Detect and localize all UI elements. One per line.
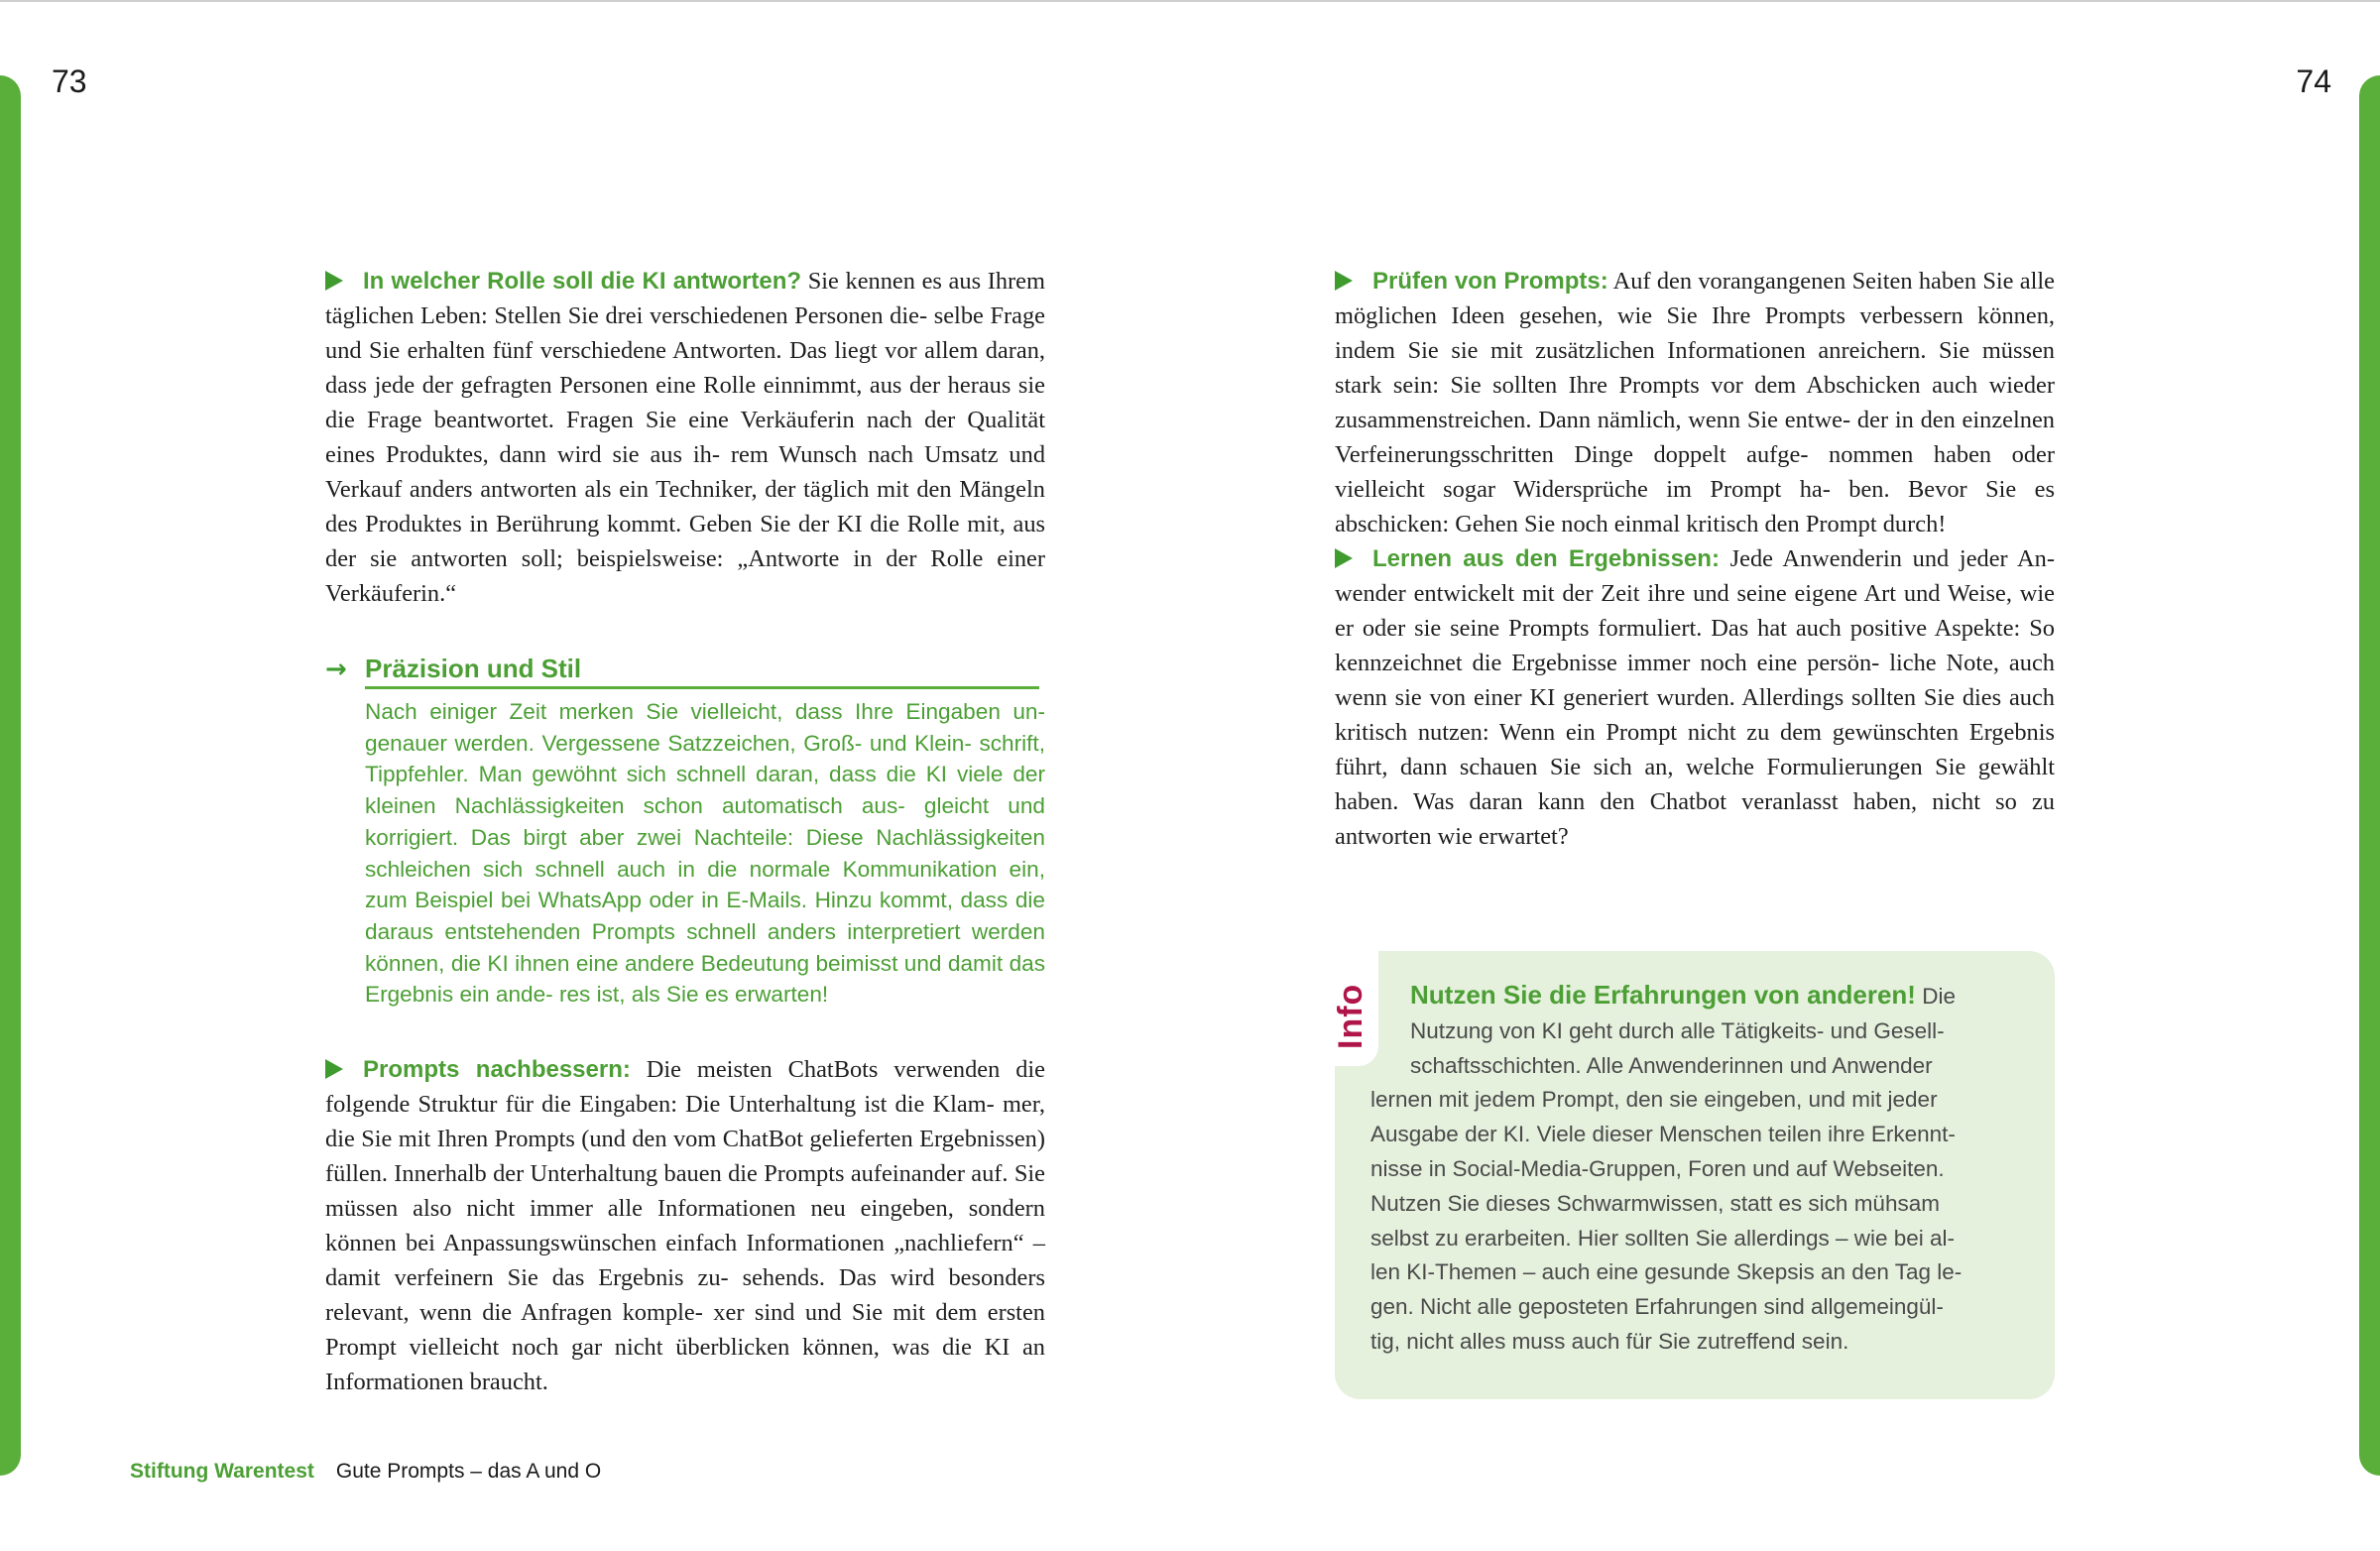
- left-edge-bar: [0, 75, 21, 1476]
- arrow-right-icon: →: [325, 655, 347, 684]
- triangle-bullet-icon: [1335, 548, 1353, 568]
- paragraph-lead: In welcher Rolle soll die KI antworten?: [363, 268, 802, 295]
- left-column: [325, 264, 1045, 1399]
- right-edge-bar: [2359, 75, 2380, 1476]
- footer-brand: Stiftung Warentest: [130, 1460, 314, 1483]
- paragraph-pruefen: Prüfen von Prompts: Auf den vorangangenen Seiten haben Sie alle möglichen Ideen gesehen, wie Sie Ihre Prompts verbessern können, indem Sie sie mit zusätzlichen Informationen anreichern. Sie müssen stark sein: Sie sollten Ihre Prompts vor dem Abschicken auch wieder zusammenstreichen. Dann nämlich, wenn Sie entwe- der in den einzelnen Verfeinerungsschritten Dinge doppelt aufge- nommen haben oder vielleicht sogar Widersprüche im Prompt ha- ben. Bevor Sie es abschicken: Gehen Sie noch einmal kritisch den Prompt durch!: [1335, 268, 2055, 537]
- paragraph-lead: Lernen aus den Ergebnissen:: [1372, 545, 1720, 572]
- info-title: Nutzen Sie die Erfahrungen von anderen!: [1410, 980, 1916, 1010]
- footer-title: Gute Prompts – das A und O: [335, 1460, 602, 1483]
- tip-body: Nach einiger Zeit merken Sie vielleicht, dass Ihre Eingaben un- genauer werden. Vergessene Satzzeichen, Groß- und Klein- schrift, Tippfehler. Man gewöhnt sich schnell daran, dass die KI viele der kleinen Nachlässigkeiten schon automatisch aus- gleicht und korrigiert. Das birgt aber zwei Nachteile: Diese Nachlässigkeiten schleichen sich schnell auch in die normale Kommunikation ein, zum Beispiel bei WhatsApp oder in E-Mails. Hinzu kommt, dass die daraus entstehenden Prompts schnell anders interpretiert werden können, die KI ihnen eine andere Bedeutung beimisst und damit das Ergebnis ein ande- res ist, als Sie es erwarten!: [365, 699, 1046, 1008]
- page-number-right: 74: [2296, 63, 2331, 99]
- tip-title: Präzision und Stil: [365, 651, 1039, 689]
- paragraph-role: In welcher Rolle soll die KI antworten? Sie kennen es aus Ihrem täglichen Leben: Stellen Sie drei verschiedenen Personen die- selbe Frage und Sie erhalten fünf verschiedene Antworten. Das liegt vor allem daran, dass jede der gefragten Personen eine Rolle einnimmt, aus der heraus sie die Frage beantwortet. Fragen Sie eine Verkäuferin nach der Qualität eines Produktes, dann wird sie aus ih- rem Wunsch nach Umsatz und Verkauf anders antworten als ein Techniker, der täglich mit den Mängeln des Produktes in Berührung kommt. Geben Sie der KI die Rolle mit, aus der sie antworten soll; beispielsweise: „Antworte in der Rolle einer Verkäuferin.“: [325, 268, 1046, 607]
- top-rule: [0, 0, 2380, 2]
- paragraph-prompts-nachbessern: Prompts nachbessern: Die meisten ChatBots verwenden die folgende Struktur für die Eingaben: Die Unterhaltung ist die Klam- mer, die Sie mit Ihren Prompts (und den vom ChatBot gelieferten Ergebnissen) füllen. Innerhalb der Unterhaltung bauen die Prompts aufeinander auf. Sie müssen also nicht immer alle Informationen neu eingeben, sondern können bei Anpassungswünschen einfach Informationen „nachliefern“ – damit verfeinern Sie das Ergebnis zu- sehends. Das wird besonders relevant, wenn die Anfragen komple- xer sind und Sie mit dem ersten Prompt vielleicht noch gar nicht überblicken können, was die KI an Informationen braucht.: [325, 1056, 1045, 1396]
- tip-heading: [325, 651, 1045, 688]
- page-footer: [130, 1460, 601, 1484]
- triangle-bullet-icon: [325, 271, 343, 291]
- paragraph-lernen: Lernen aus den Ergebnissen: Jede Anwenderin und jeder An- wender entwickelt mit der Zeit ihre und seine eigene Art und Weise, wie er oder sie seine Prompts formuliert. Das hat auch positive Aspekte: So kennzeichnet die Ergebnisse immer noch eine persön- liche Note, auch wenn sie von einer KI generiert wurden. Allerdings sollten Sie dies auch kritisch nutzen: Wenn ein Prompt nicht zu dem gewünschten Ergebnis führt, dann schauen Sie sich an, welche Formulierungen Sie gewählt haben. Was daran kann den Chatbot veranlasst haben, nicht so zu antworten wie erwartet?: [1335, 545, 2055, 850]
- page-number-left: 73: [52, 63, 87, 99]
- paragraph-lead: Prüfen von Prompts:: [1372, 268, 1608, 295]
- triangle-bullet-icon: [325, 1059, 343, 1079]
- right-column: [1335, 264, 2055, 854]
- info-label: Info: [1332, 983, 1369, 1049]
- triangle-bullet-icon: [1335, 271, 1353, 291]
- paragraph-lead: Prompts nachbessern:: [363, 1056, 631, 1084]
- info-text: Nutzen Sie die Erfahrungen von anderen! Die Nutzung von KI geht durch alle Tätigkeits- und Gesell- schaftsschichten. Alle Anwenderinnen und Anwender lernen mit jedem Prompt, den sie eingeben, und mit jeder Ausgabe der KI. Viele dieser Menschen teilen ihre Erkennt- nisse in Social-Media-Gruppen, Foren und auf Webseiten. Nutzen Sie dieses Schwarmwissen, statt es sich mühsam selbst zu erarbeiten. Hier sollten Sie allerdings – wie bei al- len KI-Themen – auch eine gesunde Skepsis an den Tag le- gen. Nicht alle geposteten Erfahrungen sind allgemeingül- tig, nicht alles muss auch für Sie zutreffend sein.: [1370, 980, 1963, 1354]
